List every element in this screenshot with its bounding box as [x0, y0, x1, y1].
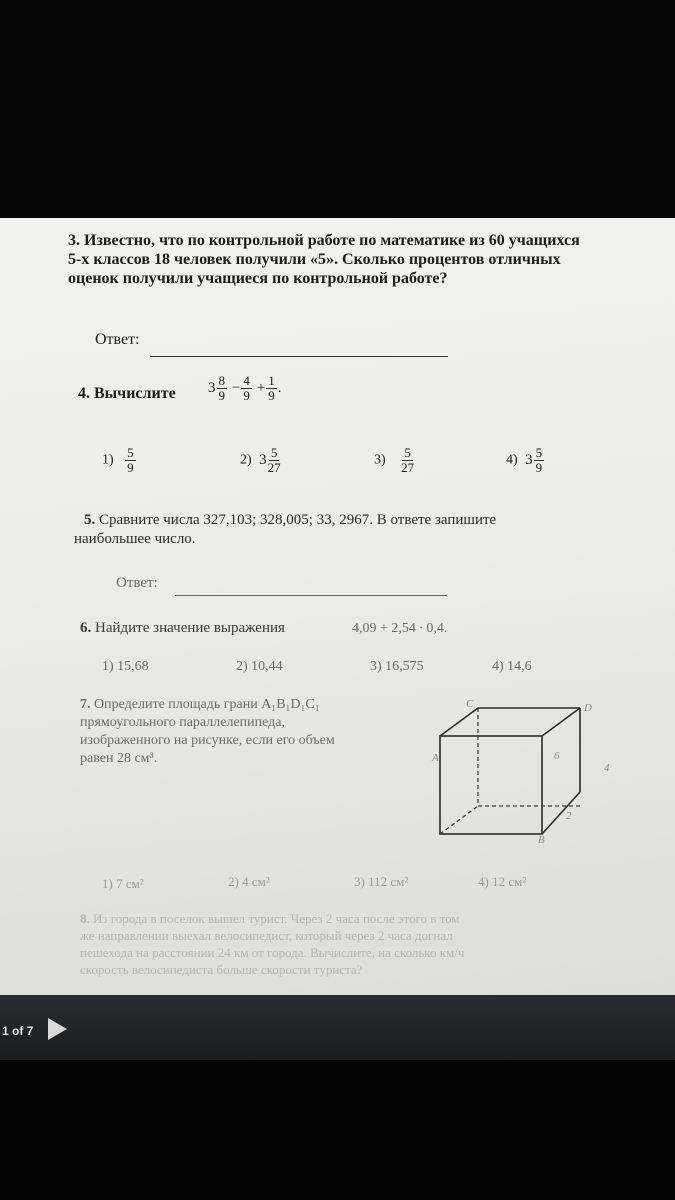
document-page [0, 218, 675, 996]
question-3-line3: оценок получили учащиеся по контрольной работе? [68, 270, 448, 287]
question-6-option-4[interactable]: 4) 14,6 [492, 659, 532, 674]
question-4-option-1[interactable]: 1) $\frac{5}{9}$ [102, 445, 134, 475]
question-7-line3: изображенного на рисунке, если его объем [80, 733, 335, 748]
question-7 [80, 696, 450, 768]
question-7-option-1[interactable]: 1) 7 см² [102, 876, 144, 891]
question-7-line2: прямоугольного параллелепипеда, [80, 715, 285, 730]
question-3-line1: Известно, что по контрольной работе по математике из 60 учащихся [84, 232, 580, 249]
question-8-line4: скорость велосипедиста больше скорости туриста? [80, 962, 363, 977]
question-3 [68, 231, 675, 288]
question-6-option-3[interactable]: 3) 16,575 [370, 659, 424, 674]
question-6-expression: 4,09 + 2,54 ∙ 0,4. [352, 621, 448, 636]
question-7-number: 7. [80, 697, 91, 712]
question-6-text: Найдите значение выражения [95, 620, 285, 636]
cube-label-two: 2 [566, 810, 572, 822]
question-6-number: 6. [80, 620, 92, 636]
cube-edge-bottom-right [542, 792, 580, 834]
question-4-option-2[interactable]: 2) 3 $\frac{5}{27}$ [240, 445, 281, 475]
cube-hidden-edge-diagonal [440, 806, 478, 834]
question-4-number: 4. [78, 385, 90, 402]
question-3-number: 3. [68, 232, 80, 249]
cube-edge-top-right [542, 708, 580, 736]
next-page-arrow-icon[interactable] [48, 1018, 67, 1040]
question-4-option-4[interactable]: 4) 3 $\frac{5}{9}$ [506, 445, 543, 475]
question-5 [74, 511, 675, 549]
question-8-line1: Из города в поселок вышел турист. Через 2 часа после этого в том [93, 911, 460, 926]
question-4-prompt: 4. Вычислите [78, 385, 176, 402]
question-7-option-3[interactable]: 3) 112 см² [354, 874, 409, 889]
question-7-option-4[interactable]: 4) 12 см² [478, 874, 527, 889]
question-5-line2: наибольшее число. [74, 531, 196, 547]
cube-edge-top-left [440, 708, 478, 736]
dark-background-top [0, 0, 675, 218]
question-6-option-2[interactable]: 2) 10,44 [236, 659, 283, 674]
cube-label-b: B [538, 834, 545, 846]
question-6-option-1[interactable]: 1) 15,68 [102, 659, 149, 674]
cube-front-face [440, 736, 542, 834]
question-7-option-2[interactable]: 2) 4 см² [228, 874, 270, 889]
parallelepiped-figure [430, 696, 600, 846]
question-3-line2: 5-х классов 18 человек получили «5». Сколько процентов отличных [68, 251, 561, 268]
question-5-line1: Сравните числа 327,103; 328,005; 33, 2967. В ответе запишите [99, 512, 497, 528]
cube-label-four: 4 [604, 762, 610, 774]
question-3-answer-label: Ответ: [95, 331, 140, 348]
question-4-expression: 3 $\frac{8}{9}$ − $\frac{4}{9}$ + $\frac{1}{9}$ . [208, 373, 282, 403]
question-7-line1: Определите площадь грани A₁B₁D₁C₁ [94, 697, 320, 712]
question-4-option-3[interactable]: 3) $\frac{5}{27}$ [374, 445, 415, 475]
cube-label-six: 6 [554, 750, 560, 762]
question-8-line3: пешехода на расстоянии 24 км от города. Вычислите, на сколько км/ч [80, 945, 465, 960]
viewer-toolbar [0, 995, 675, 1065]
dark-background-bottom [0, 1060, 675, 1200]
cube-label-d: D [584, 702, 592, 714]
question-7-line4: равен 28 см³. [80, 751, 158, 766]
page-counter: 1 of 7 [2, 1024, 34, 1038]
question-5-number: 5. [84, 512, 96, 528]
question-8 [80, 910, 675, 978]
question-6 [80, 619, 285, 638]
question-8-number: 8. [80, 911, 90, 926]
question-5-answer-line[interactable] [175, 580, 447, 596]
question-8-line2: же направлении выехал велосипедист, который через 2 часа догнал [80, 928, 453, 943]
question-3-answer-line[interactable] [150, 338, 448, 357]
question-5-answer-label: Ответ: [116, 575, 158, 591]
cube-label-c: C [466, 698, 474, 710]
cube-label-a: A [432, 752, 439, 764]
